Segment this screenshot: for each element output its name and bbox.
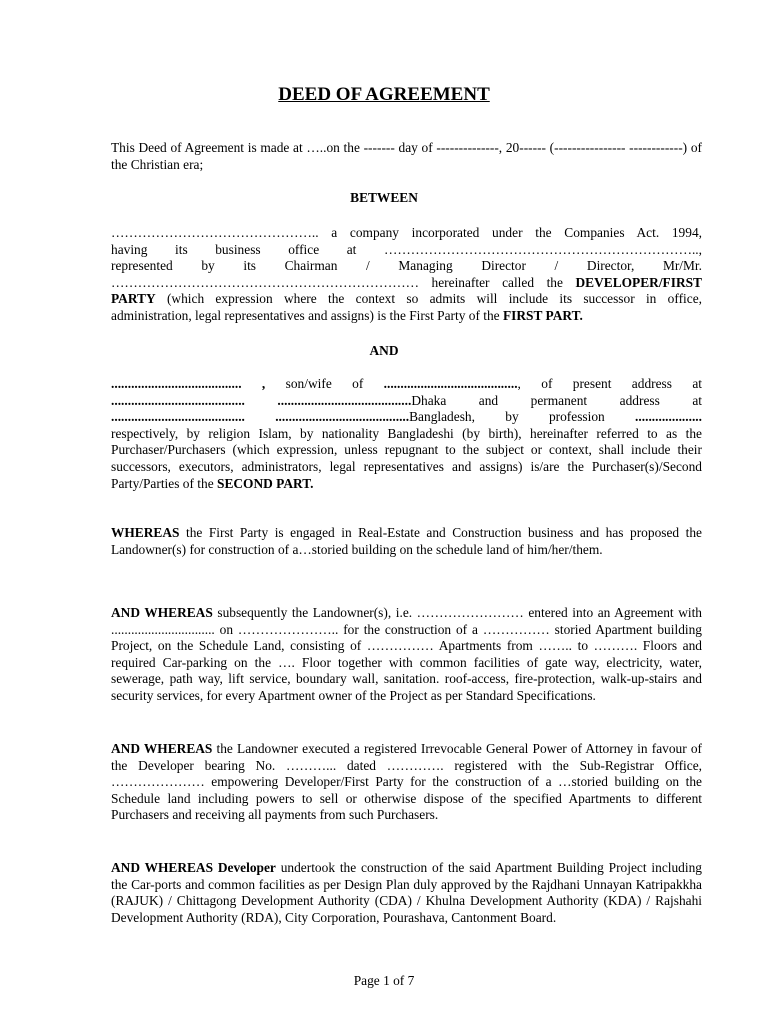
intro-paragraph: This Deed of Agreement is made at …..on the ------- day of --------------, 20------ (---------------- ------------) of the Christian era; — [111, 140, 702, 172]
son-wife-of-text: son/wife of — [265, 376, 384, 391]
profession-text: Bangladesh, by profession — [409, 409, 636, 425]
second-party-paragraph — [111, 376, 702, 492]
purchaser-name-blank: ....................................... , — [111, 376, 266, 391]
first-party-line-2: having its business office at …………………………………………………………….., — [111, 241, 702, 257]
present-address-text: , of present address at — [517, 376, 702, 391]
and-heading: AND — [369, 343, 399, 358]
first-party-line-1: ……………………………………….. a company incorporated under the Companies Act. 1994, — [111, 225, 702, 240]
first-party-line-4-text: …………………………………………………………… hereinafter called the — [111, 274, 576, 290]
developer-first-label: DEVELOPER/FIRST — [575, 274, 702, 290]
whereas-1-text: the First Party is engaged in Real-Estate and Construction business and has proposed the Landowner(s) for construction of a…storied building on the schedule land of him/her/them. — [111, 525, 702, 557]
permanent-address-blank: ........................................ ........................................ — [111, 409, 410, 425]
whereas-2-text: subsequently the Landowner(s), i.e. …………………… entered into an Agreement with ............................... on ………………….. for the construction of a …………… storied Apartment building Project, on the Schedule Land, consisting of …………… Apartments from …….. to ………. Floors and required Car-parking on the …. Floor together with common facilities of gate way, electricity, water, sewerage, path way, lift service, boundary wall, sanitation. roof-access, fire-protection, walk-up-stairs and security services, for every Apartment owner of the Project as per Standard Specifications. — [111, 605, 703, 703]
and-whereas-label: AND WHEREAS — [111, 741, 213, 756]
whereas-3-text: the Landowner executed a registered Irrevocable General Power of Attorney in favour of the Developer bearing No. ………... dated …………. registered with the Sub-Registrar Office, ………………… empowering Developer/First Party for the construction of a …storied building on the Schedule land including powers to sell or otherwise dispose of the specified Apartments to different Purchasers and receiving all payments from such Purchasers. — [111, 741, 702, 823]
between-heading: BETWEEN — [350, 190, 418, 205]
profession-blank: .................... — [635, 409, 702, 425]
first-party-line-6-text: administration, legal representatives and assigns) is the First Party of the — [111, 307, 503, 323]
first-party-paragraph — [111, 225, 702, 325]
party-label: PARTY — [111, 291, 156, 307]
second-party-body — [111, 426, 702, 492]
and-whereas-developer-label: AND WHEREAS Developer — [111, 860, 276, 875]
whereas-paragraph-4 — [111, 860, 702, 926]
whereas-paragraph-3 — [111, 741, 702, 824]
whereas-paragraph-2 — [111, 605, 702, 705]
parent-name-blank: ........................................ — [383, 376, 518, 391]
first-party-line-3: represented by its Chairman / Managing Director / Director, Mr/Mr. — [111, 258, 702, 274]
second-party-line-2 — [111, 393, 702, 410]
permanent-address-text: Dhaka and permanent address at — [411, 392, 702, 408]
second-party-body-text: respectively, by religion Islam, by nationality Bangladeshi (by birth), hereinafter referred to as the Purchaser/Purchasers (which expression, unless repugnant to the subject or context, shall include their successors, executors, administrators, legal representatives and assigns) is/are the Purchaser(s)/Second Party/Parties of the — [111, 425, 702, 491]
first-party-line-6 — [111, 308, 702, 325]
whereas-label: WHEREAS — [111, 525, 180, 540]
second-party-line-3 — [111, 409, 702, 426]
page-number: Page 1 of 7 — [353, 973, 415, 988]
and-whereas-label: AND WHEREAS — [111, 605, 213, 620]
second-part-label: SECOND PART. — [217, 475, 314, 491]
document-title: DEED OF AGREEMENT — [278, 84, 490, 105]
first-part-label: FIRST PART. — [502, 307, 583, 323]
whereas-4-text: undertook the construction of the said Apartment Building Project including the Car-ports and common facilities as per Design Plan duly approved by the Rajdhani Unnayan Katripakkha (RAJUK) / Chittagong Development Authority (CDA) / Khulna Development Authority (KDA) / Rajshahi Development Authority (RDA), City Corporation, Pourashava, Cantonment Board. — [111, 860, 702, 925]
second-party-line-1 — [111, 376, 702, 393]
present-address-blank: ........................................ ........................................ — [111, 392, 412, 408]
whereas-paragraph-1 — [111, 525, 702, 558]
first-party-line-4 — [111, 275, 702, 292]
first-party-line-5 — [111, 291, 702, 308]
first-party-line-5-text: (which expression where the context so admits will include its successor in office, — [155, 291, 702, 307]
